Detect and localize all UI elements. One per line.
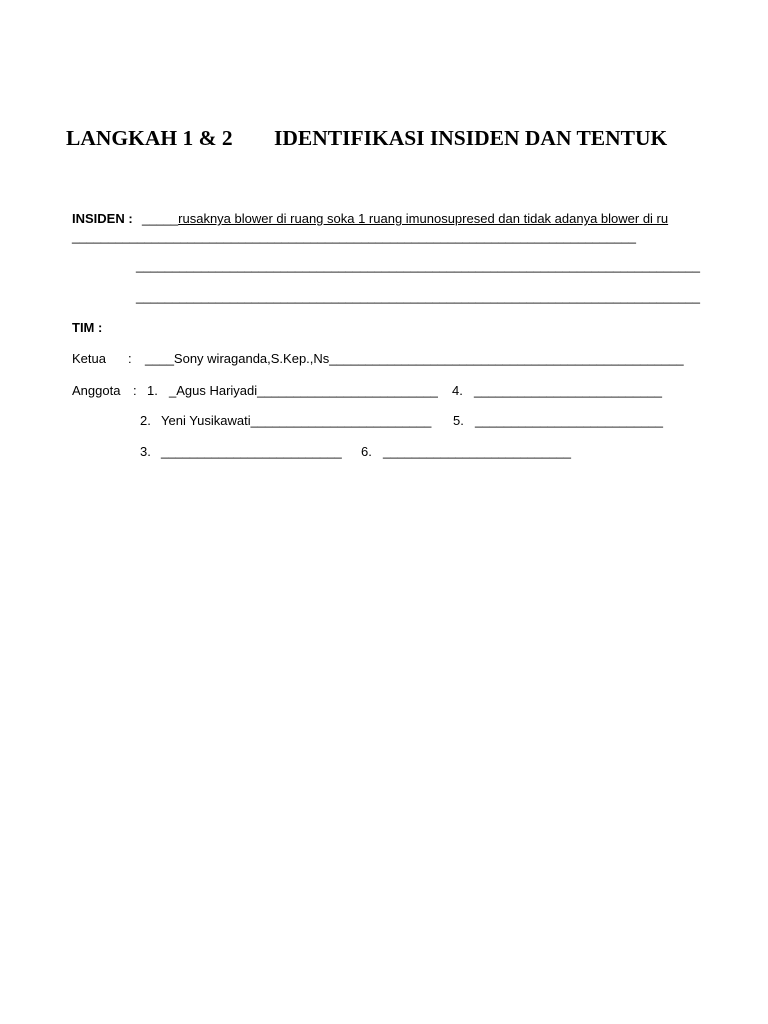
incident-row bbox=[72, 211, 133, 227]
incident-line-3: ______________________________________________________________________________ bbox=[136, 289, 700, 304]
team-label: TIM : bbox=[72, 320, 103, 335]
leader-field[interactable]: ____Sony wiraganda,S.Kep.,Ns_________________________________________________ bbox=[145, 351, 684, 366]
member-1-number: 1. bbox=[147, 383, 158, 398]
incident-field[interactable] bbox=[142, 211, 688, 227]
title-heading: IDENTIFIKASI INSIDEN DAN TENTUK bbox=[274, 126, 668, 150]
member-3-field[interactable]: _________________________ bbox=[161, 444, 342, 459]
member-1-field[interactable]: _Agus Hariyadi_________________________ bbox=[169, 383, 438, 398]
member-5-field[interactable]: __________________________ bbox=[475, 413, 663, 428]
incident-line-1: ______________________________________________________________________________ bbox=[72, 229, 636, 244]
member-4-number: 4. bbox=[452, 383, 463, 398]
page-title bbox=[66, 126, 667, 151]
incident-line-2: ______________________________________________________________________________ bbox=[136, 258, 700, 273]
leader-label: Ketua bbox=[72, 351, 106, 366]
members-label: Anggota bbox=[72, 383, 121, 398]
member-2-field[interactable]: Yeni Yusikawati_________________________ bbox=[161, 413, 432, 428]
step-label: LANGKAH 1 & 2 bbox=[66, 126, 233, 150]
incident-text: rusaknya blower di ruang soka 1 ruang imunosupresed dan tidak adanya blower di ru bbox=[178, 211, 669, 226]
member-2-number: 2. bbox=[140, 413, 151, 428]
member-4-field[interactable]: __________________________ bbox=[474, 383, 662, 398]
member-6-field[interactable]: __________________________ bbox=[383, 444, 571, 459]
leader-sep: : bbox=[128, 351, 132, 366]
incident-prefix: _____ bbox=[142, 211, 179, 226]
incident-label: INSIDEN : bbox=[72, 211, 133, 226]
member-3-number: 3. bbox=[140, 444, 151, 459]
member-6-number: 6. bbox=[361, 444, 372, 459]
members-sep: : bbox=[133, 383, 137, 398]
member-5-number: 5. bbox=[453, 413, 464, 428]
